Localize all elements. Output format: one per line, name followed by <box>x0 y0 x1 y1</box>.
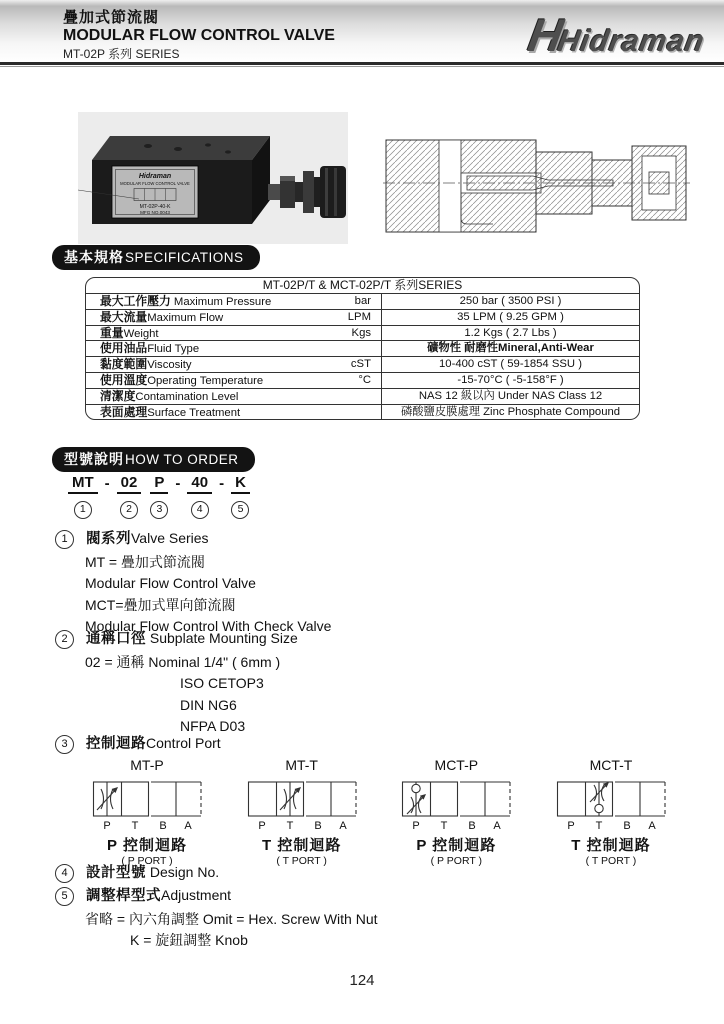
series-label: MT-02P 系列 SERIES <box>63 46 180 61</box>
section-title-en: Control Port <box>146 735 221 751</box>
hydraulic-symbol-mt-p <box>91 774 203 834</box>
valve-series-mct: MCT=疊加式單向節流閥 <box>85 596 236 613</box>
section-valve-series <box>55 528 331 636</box>
specifications-badge-zh: 基本規格 <box>64 249 124 265</box>
svg-text:A: A <box>493 820 501 832</box>
diagram-name: MCT-T <box>589 757 633 773</box>
section-number: 3 <box>55 735 74 754</box>
section-number: 2 <box>55 630 74 649</box>
code-dash: - <box>104 475 110 492</box>
diagram-subcaption: ( P PORT ) <box>430 855 482 867</box>
control-port-diagrams <box>86 757 672 867</box>
spec-unit: cST <box>350 358 371 371</box>
adjustment-knob: K = 旋鈕調整 Knob <box>130 932 248 949</box>
model-code-segment <box>150 474 168 519</box>
svg-text:P: P <box>103 820 111 832</box>
plate-model-code: MT-02P-40-K <box>139 204 171 210</box>
table-row <box>86 294 639 310</box>
spec-label-zh: 重量 <box>100 325 124 340</box>
spec-value: 250 bar ( 3500 PSI ) <box>459 295 562 307</box>
brand-logo-text: Hidraman <box>555 25 708 58</box>
table-row <box>86 389 639 405</box>
spec-label-en: Fluid Type <box>147 343 200 356</box>
svg-text:A: A <box>338 820 347 832</box>
spec-label-zh: 使用油品 <box>100 341 148 356</box>
page-title-en: MODULAR FLOW CONTROL VALVE <box>63 27 335 45</box>
cross-section-image <box>383 126 690 240</box>
specifications-badge-en: SPECIFICATIONS <box>125 250 244 265</box>
header-rule-dark <box>0 62 724 65</box>
spec-label-zh: 最大流量 <box>100 309 148 324</box>
product-photo <box>78 112 348 249</box>
hydraulic-symbol-mt-t <box>246 774 358 834</box>
hydraulic-symbol-mct-t <box>555 774 667 834</box>
brand-logo <box>524 9 710 61</box>
code-segment-text: K <box>231 474 250 494</box>
mounting-size-iso: ISO CETOP3 <box>180 675 264 692</box>
table-row <box>86 326 639 342</box>
spec-label-en: Operating Temperature <box>147 374 264 387</box>
diagram-mct-t <box>550 757 672 867</box>
svg-text:P: P <box>412 820 420 832</box>
model-code-segment <box>68 474 98 519</box>
brand-logo-h-icon: H <box>524 9 568 61</box>
spec-value: 1.2 Kgs ( 2.7 Lbs ) <box>464 326 557 339</box>
diagram-name: MT-P <box>130 757 164 773</box>
svg-text:B: B <box>468 820 476 832</box>
mounting-size-din: DIN NG6 <box>180 696 237 713</box>
spec-unit: Kgs <box>351 326 371 339</box>
spec-label-zh: 黏度範圍 <box>100 357 148 372</box>
code-segment-text: MT <box>68 474 98 494</box>
page-title-zh: 疊加式節流閥 <box>63 9 160 26</box>
hydraulic-symbol-mct-p <box>400 774 512 834</box>
code-segment-text: 02 <box>117 474 142 494</box>
svg-text:T: T <box>595 820 603 832</box>
section-title-zh: 設計型號 <box>86 865 146 881</box>
header-titles <box>63 9 335 61</box>
table-row <box>86 310 639 326</box>
valve-series-mt: MT = 疊加式節流閥 <box>85 554 205 571</box>
spec-unit: bar <box>354 295 371 307</box>
plate-title: MODULAR FLOW CONTROL VALVE <box>120 181 190 186</box>
section-number: 1 <box>55 530 74 549</box>
table-row <box>86 373 639 389</box>
section-title-en: Design No. <box>146 864 220 880</box>
page-header <box>0 0 724 62</box>
svg-text:T: T <box>286 820 294 832</box>
section-title-zh: 閥系列 <box>86 531 131 547</box>
spec-value: NAS 12 級以內 Under NAS Class 12 <box>418 389 603 402</box>
code-segment-number: 4 <box>191 501 209 519</box>
section-title-en: Subplate Mounting Size <box>146 630 298 646</box>
spec-unit: LPM <box>347 310 371 323</box>
section-control-port <box>55 733 221 755</box>
section-design-no <box>55 862 219 884</box>
spec-label-en: Surface Treatment <box>147 406 241 419</box>
table-row <box>86 341 639 357</box>
model-code-segment <box>117 474 142 519</box>
spec-label-zh: 使用溫度 <box>100 372 148 387</box>
cross-section-drawing <box>383 126 690 245</box>
svg-text:A: A <box>648 820 656 832</box>
how-to-order-badge <box>52 447 255 472</box>
how-to-order-badge-zh: 型號說明 <box>64 451 124 467</box>
spec-label-en: Contamination Level <box>135 390 239 403</box>
diagram-caption: T 控制迴路 <box>261 837 342 854</box>
code-segment-number: 2 <box>120 501 138 519</box>
svg-text:B: B <box>159 820 167 832</box>
mounting-size-nfpa: NFPA D03 <box>180 717 246 734</box>
spec-label-zh: 清潔度 <box>100 388 136 403</box>
model-code <box>68 474 259 519</box>
diagram-caption: P 控制迴路 <box>107 837 187 854</box>
plate-mfg-no: MFG NO.0043 <box>140 210 170 215</box>
section-number: 4 <box>55 864 74 883</box>
svg-text:A: A <box>184 820 192 832</box>
table-row <box>86 405 639 420</box>
spec-table-header: MT-02P/T & MCT-02P/T 系列SERIES <box>86 278 639 294</box>
adjustment-omit: 省略 = 內六角調整 Omit = Hex. Screw With Nut <box>85 911 378 928</box>
code-segment-text: P <box>150 474 168 494</box>
valve-series-mt-en: Modular Flow Control Valve <box>85 575 256 592</box>
code-segment-number: 1 <box>74 501 92 519</box>
mounting-size-nominal: 02 = 通稱 Nominal 1/4" ( 6mm ) <box>85 654 281 671</box>
diagram-caption: T 控制迴路 <box>571 837 651 854</box>
spec-label-zh: 表面處理 <box>100 404 148 419</box>
diagram-caption: P 控制迴路 <box>416 837 497 854</box>
spec-label-en: Maximum Flow <box>147 311 224 324</box>
spec-value: 礦物性 耐磨性Mineral,Anti-Wear <box>427 342 594 355</box>
spec-label-zh: 最大工作壓力 <box>100 294 171 308</box>
spec-unit: °C <box>358 373 371 386</box>
product-photo-image <box>78 112 348 244</box>
table-row <box>86 357 639 373</box>
spec-label-en: Maximum Pressure <box>170 296 272 308</box>
section-title-zh: 通稱口徑 <box>86 631 146 647</box>
section-adjustment <box>55 885 378 951</box>
code-segment-number: 3 <box>150 501 168 519</box>
spec-label-en: Weight <box>123 327 159 340</box>
how-to-order-badge-en: HOW TO ORDER <box>125 452 239 467</box>
spec-value: 10-400 cST ( 59-1854 SSU ) <box>439 358 582 371</box>
svg-text:P: P <box>257 820 266 832</box>
svg-text:T: T <box>440 820 448 832</box>
diagram-mt-p <box>86 757 208 867</box>
diagram-name: MCT-P <box>434 757 479 773</box>
svg-text:P: P <box>567 820 575 832</box>
section-title-zh: 控制迴路 <box>86 736 146 752</box>
svg-text:B: B <box>623 820 631 832</box>
svg-text:B: B <box>313 820 322 832</box>
page-number: 124 <box>349 972 375 989</box>
diagram-mt-t <box>241 757 363 867</box>
section-title-en: Adjustment <box>161 887 232 903</box>
code-dash: - <box>219 475 225 492</box>
model-code-segment <box>231 474 250 519</box>
diagram-mct-p <box>395 757 517 867</box>
section-title-en: Valve Series <box>131 530 209 546</box>
diagram-name: MT-T <box>285 757 318 773</box>
model-code-segment <box>187 474 212 519</box>
spec-value: 磷酸鹽皮膜處理 Zinc Phosphate Compound <box>400 405 621 418</box>
diagram-subcaption: ( T PORT ) <box>585 855 637 867</box>
specifications-table <box>85 277 640 420</box>
section-number: 5 <box>55 887 74 906</box>
header-rule-light <box>0 66 724 67</box>
code-segment-number: 5 <box>231 501 249 519</box>
code-dash: - <box>175 475 181 492</box>
valve-series-mct-en: Modular Flow Control With Check Valve <box>85 617 332 634</box>
section-title-zh: 調整桿型式 <box>86 888 161 904</box>
specifications-badge <box>52 245 260 270</box>
code-segment-text: 40 <box>187 474 212 494</box>
diagram-subcaption: ( P PORT ) <box>121 855 173 867</box>
plate-brand: Hidraman <box>138 173 172 180</box>
section-mounting-size <box>55 628 298 736</box>
spec-value: -15-70°C ( -5-158°F ) <box>457 373 564 386</box>
spec-value: 35 LPM ( 9.25 GPM ) <box>457 310 564 323</box>
diagram-subcaption: ( T PORT ) <box>276 855 327 867</box>
spec-label-en: Viscosity <box>147 359 192 372</box>
svg-text:T: T <box>131 820 139 832</box>
